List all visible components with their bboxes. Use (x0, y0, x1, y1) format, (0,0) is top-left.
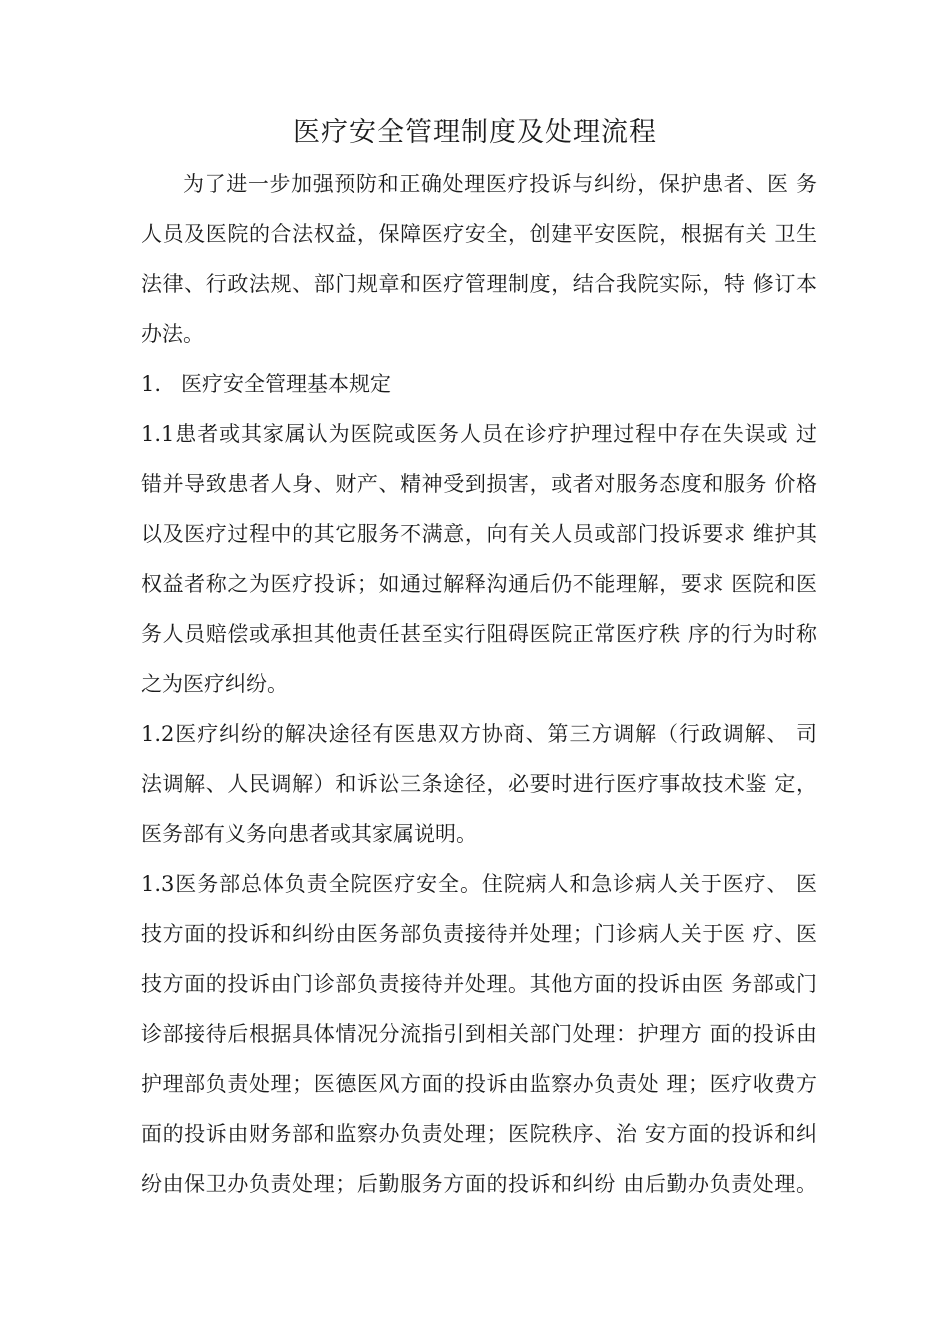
paragraph-line: 1.2医疗纠纷的解决途径有医患双方协商、第三方调解（行政调解、 司 (141, 722, 817, 746)
paragraph-line: 法调解、人民调解）和诉讼三条途径，必要时进行医疗事故技术鉴 定， (141, 772, 817, 796)
paragraph-line: 1.1患者或其家属认为医院或医务人员在诊疗护理过程中存在失误或 过 (141, 422, 817, 446)
intro-paragraph (141, 159, 817, 359)
paragraph-line: 诊部接待后根据具体情况分流指引到相关部门处理：护理方 面的投诉由 (141, 1022, 817, 1046)
paragraph-line: 面的投诉由财务部和监察办负责处理；医院秩序、治 安方面的投诉和纠 (141, 1122, 817, 1146)
section-number: 1. (141, 372, 162, 396)
paragraph-line: 为了进一步加强预防和正确处理医疗投诉与纠纷，保护患者、医 务 (183, 172, 817, 196)
paragraph-line: 人员及医院的合法权益，保障医疗安全，创建平安医院，根据有关 卫生 (141, 222, 817, 246)
paragraph-line: 技方面的投诉由门诊部负责接待并处理。其他方面的投诉由医 务部或门 (141, 972, 817, 996)
paragraph-line: 错并导致患者人身、财产、精神受到损害，或者对服务态度和服务 价格 (141, 472, 817, 496)
document-body (141, 159, 817, 1209)
paragraph-line: 办法。 (141, 322, 204, 346)
paragraph-line: 纷由保卫办负责处理；后勤服务方面的投诉和纠纷 由后勤办负责处理。 (141, 1172, 817, 1196)
section-heading (141, 359, 817, 409)
paragraph-line: 务人员赔偿或承担其他责任甚至实行阻碍医院正常医疗秩 序的行为时称 (141, 622, 817, 646)
paragraph-line: 以及医疗过程中的其它服务不满意，向有关人员或部门投诉要求 维护其 (141, 522, 817, 546)
section-heading-text: 医疗安全管理基本规定 (181, 372, 391, 396)
paragraph-line: 权益者称之为医疗投诉；如通过解释沟通后仍不能理解，要求 医院和医 (141, 572, 817, 596)
paragraph-line: 护理部负责处理；医德医风方面的投诉由监察办负责处 理；医疗收费方 (141, 1072, 817, 1096)
paragraph-1-1 (141, 409, 817, 709)
document-title: 医疗安全管理制度及处理流程 (293, 117, 657, 148)
paragraph-line: 法律、行政法规、部门规章和医疗管理制度，结合我院实际，特 修订本 (141, 272, 817, 296)
paragraph-line: 1.3医务部总体负责全院医疗安全。住院病人和急诊病人关于医疗、 医 (141, 872, 817, 896)
paragraph-1-3 (141, 859, 817, 1209)
paragraph-line: 医务部有义务向患者或其家属说明。 (141, 822, 477, 846)
paragraph-line: 之为医疗纠纷。 (141, 672, 288, 696)
paragraph-line: 技方面的投诉和纠纷由医务部负责接待并处理；门诊病人关于医 疗、医 (141, 922, 817, 946)
paragraph-1-2 (141, 709, 817, 859)
